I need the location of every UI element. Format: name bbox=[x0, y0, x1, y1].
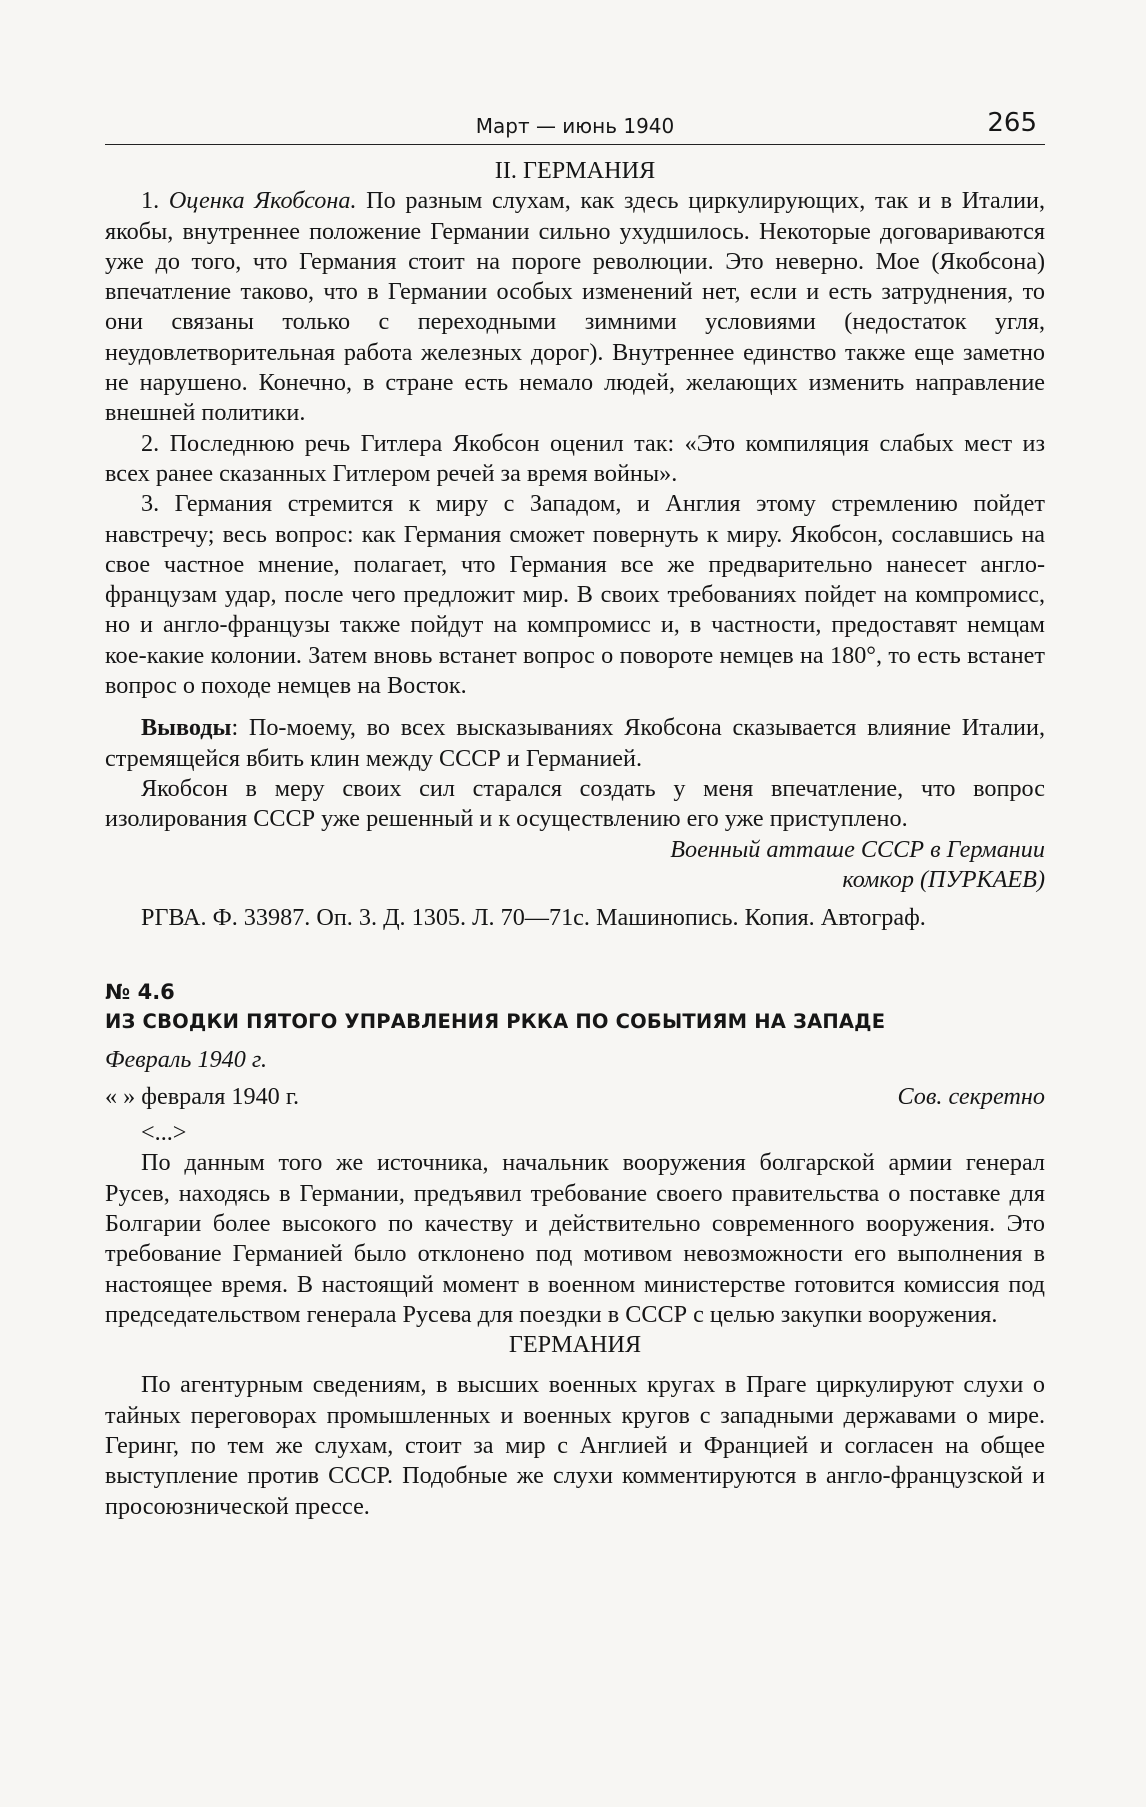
page-number: 265 bbox=[987, 108, 1037, 138]
page-body bbox=[105, 156, 1045, 1522]
section-heading-germany: II. ГЕРМАНИЯ bbox=[494, 157, 656, 184]
paragraph-3: 3. Германия стремится к миру с Западом, и Англия этому стремлению пойдет навстречу; весь вопрос: как Германия сможет повернуть к миру. Якобсон, сославшись на свое частное мнение, полагает, что Германия все же предварительно нанесет англо-французам удар, после чего предложит мир. В своих требованиях пойдет на компромисс, но и англо-французы также пойдут на компромисс и, в частности, предоставят немцам кое-какие колонии. Затем вновь встанет вопрос о повороте немцев на 180°, то есть встанет вопрос о походе немцев на Восток. bbox=[105, 490, 1045, 700]
running-title: Март — июнь 1940 bbox=[475, 114, 675, 138]
archive-source: РГВА. Ф. 33987. Оп. 3. Д. 1305. Л. 70—71с. Машинопись. Копия. Автограф. bbox=[141, 904, 926, 932]
document-number: № 4.6 bbox=[105, 980, 175, 1005]
conclusions-text: : По-моему, во всех высказываниях Якобсона сказывается влияние Италии, стремящейся вбить клин между СССР и Германией. bbox=[105, 714, 1045, 772]
paragraph-2: 2. Последнюю речь Гитлера Якобсон оценил так: «Это компиляция слабых мест из всех ранее сказанных Гитлером речей за время войны». bbox=[105, 429, 1045, 487]
paragraph-5: Якобсон в меру своих сил старался создать у меня впечатление, что вопрос изолирования СССР уже решенный и к осуществлению его уже приступлено. bbox=[105, 774, 1045, 833]
document-date: Февраль 1940 г. bbox=[105, 1046, 268, 1074]
omission-mark: <...> bbox=[141, 1119, 187, 1147]
running-head bbox=[105, 108, 1045, 145]
doc2-paragraph-2: По агентурным сведениям, в высших военных кругах в Праге циркулируют слухи о тайных переговорах промышленных и военных кругов с западными державами о мире. Геринг, по тем же слухам, стоит за мир с Англией и Францией и согласен на общее выступление против СССР. Подобные же слухи комментируются в англо-французской и просоюзнической прессе. bbox=[105, 1371, 1045, 1520]
date-line: « » февраля 1940 г. bbox=[105, 1082, 300, 1110]
classification-stamp: Сов. секретно bbox=[897, 1082, 1045, 1110]
doc2-paragraph-1: По данным того же источника, начальник вооружения болгарской армии генерал Русев, находясь в Германии, предъявил требование своего правительства о поставке для Болгарии более высокого по качеству и действительно современного вооружения. Это требование Германией было отклонено под мотивом невозможности его выполнения в настоящее время. В настоящий момент в военном министерстве готовится комиссия под председательством генерала Русева для поездки в СССР с целью закупки вооружения. bbox=[105, 1149, 1045, 1328]
paragraph-1-text: По разным слухам, как здесь циркулирующих, так и в Италии, якобы, внутреннее положение Германии сильно ухудшилось. Некоторые договариваются уже до того, что Германия стоит на пороге революции. Это неверно. Мое (Якобсона) впечатление таково, что в Германии особых изменений нет, если и есть затруднения, то они связаны только с переходными зимними условиями (недостаток угля, неудовлетворительная работа железных дорог). Внутреннее единство также еще заметно не нарушено. Конечно, в стране есть немало людей, желающих изменить направление внешней политики. bbox=[105, 187, 1046, 427]
signature-title: Военный атташе СССР в Германии bbox=[670, 835, 1045, 863]
conclusions-paragraph bbox=[105, 713, 1045, 774]
conclusions-label: Выводы bbox=[141, 714, 232, 742]
date-classification-row bbox=[105, 1082, 1045, 1112]
paragraph-1 bbox=[105, 186, 1045, 428]
paragraph-1-subtitle: Оценка Якобсона. bbox=[168, 187, 357, 215]
doc2-heading-germany: ГЕРМАНИЯ bbox=[508, 1331, 642, 1359]
document-title: ИЗ СВОДКИ ПЯТОГО УПРАВЛЕНИЯ РККА ПО СОБЫТИЯМ НА ЗАПАДЕ bbox=[105, 1010, 886, 1034]
paragraph-1-label: 1. bbox=[141, 187, 169, 215]
signature-name: комкор (ПУРКАЕВ) bbox=[842, 865, 1045, 893]
